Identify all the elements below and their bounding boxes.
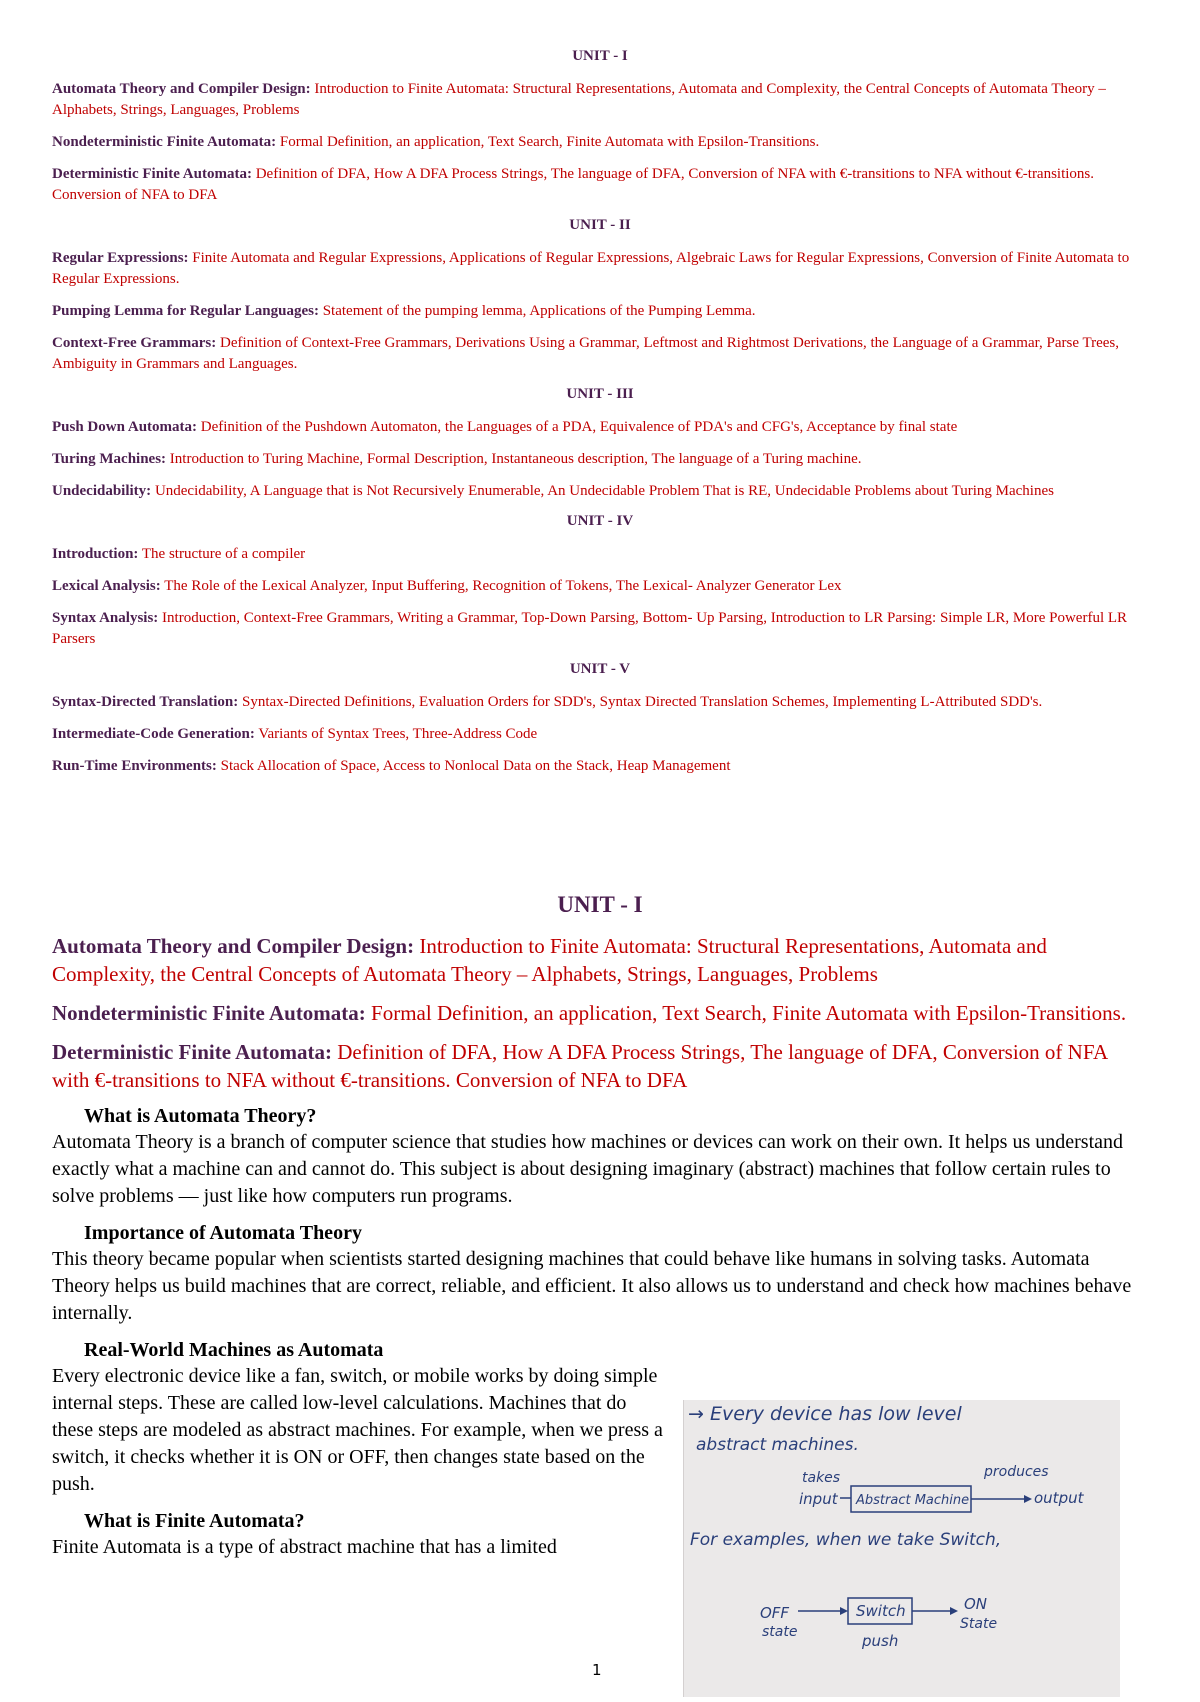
syllabus-unit-5	[52, 661, 1148, 777]
section-body: Finite Automata is a type of abstract machine that has a limited	[52, 1536, 557, 1558]
syllabus	[52, 48, 1148, 788]
label-switch: Switch	[856, 1602, 906, 1620]
syllabus-item	[52, 544, 1148, 565]
topic-label: Introduction:	[52, 546, 139, 562]
handwritten-diagram	[684, 1400, 1120, 1697]
topic-text: Undecidability, A Language that is Not Recursively Enumerable, An Undecidable Problem That is RE, Undecidable Problems about Turing Machines	[151, 483, 1054, 499]
topic-text: Finite Automata and Regular Expressions, Applications of Regular Expressions, Algebraic Laws for Regular Expressions, Conversion of Finite Automata to Regular Expressions.	[52, 250, 1130, 287]
syllabus-unit-3	[52, 386, 1148, 502]
section-heading: What is Automata Theory?	[84, 1105, 317, 1127]
section-with-figure	[52, 1337, 672, 1561]
note-line-2: abstract machines.	[696, 1435, 859, 1455]
syllabus-item	[52, 481, 1148, 502]
unit-heading: UNIT - II	[569, 217, 631, 233]
unit-heading: UNIT - IV	[566, 513, 634, 529]
section-body: Automata Theory is a branch of computer science that studies how machines or devices can work on their own. It helps us understand exactly what a machine can and cannot do. This subject is about designing imaginary (abstract) machines that follow certain rules to solve problems — just like how computers run programs.	[52, 1131, 1123, 1207]
syllabus-item	[52, 164, 1148, 206]
label-off: OFF	[760, 1604, 790, 1622]
topic-text: Introduction, Context-Free Grammars, Writing a Grammar, Top-Down Parsing, Bottom- Up Parsing, Introduction to LR Parsing: Simple LR, More Powerful LR Parsers	[52, 610, 1128, 647]
topic-text: Syntax-Directed Definitions, Evaluation Orders for SDD's, Syntax Directed Translation Schemes, Implementing L-Attributed SDD's.	[238, 694, 1043, 710]
unit-heading: UNIT - I	[572, 48, 628, 64]
label-on: ON	[964, 1595, 988, 1613]
section-heading: Real-World Machines as Automata	[84, 1339, 384, 1361]
section-heading: Importance of Automata Theory	[84, 1222, 362, 1244]
topic-text: Definition of DFA, How A DFA Process Strings, The language of DFA, Conversion of NFA with €-transitions to NFA without €-transitions. Conversion of NFA to DFA	[52, 1040, 1107, 1092]
syllabus-item	[52, 576, 1148, 597]
syllabus-item	[52, 417, 1148, 438]
main-topic	[52, 932, 1148, 988]
syllabus-item	[52, 79, 1148, 121]
syllabus-unit-4	[52, 513, 1148, 650]
main-topic	[52, 999, 1148, 1027]
topic-label: Deterministic Finite Automata:	[52, 166, 252, 182]
syllabus-item	[52, 724, 1148, 745]
topic-text: Definition of DFA, How A DFA Process Strings, The language of DFA, Conversion of NFA with €-transitions to NFA without €-transitions. Conversion of NFA to DFA	[52, 166, 1095, 203]
topic-label: Lexical Analysis:	[52, 578, 161, 594]
label-push: push	[862, 1632, 899, 1650]
label-takes: takes	[802, 1470, 841, 1486]
topic-text: Introduction to Finite Automata: Structural Representations, Automata and Complexity, the Central Concepts of Automata Theory – Alphabets, Strings, Languages, Problems	[52, 934, 1047, 986]
topic-text: Formal Definition, an application, Text Search, Finite Automata with Epsilon-Transitions.	[365, 1001, 1127, 1025]
syllabus-item	[52, 333, 1148, 375]
syllabus-unit-1	[52, 48, 1148, 206]
topic-text: Introduction to Finite Automata: Structural Representations, Automata and Complexity, the Central Concepts of Automata Theory – Alphabets, Strings, Languages, Problems	[52, 81, 1106, 118]
topic-text: Definition of the Pushdown Automaton, the Languages of a PDA, Equivalence of PDA's and CFG's, Acceptance by final state	[197, 419, 958, 435]
syllabus-item	[52, 301, 1148, 322]
topic-label: Nondeterministic Finite Automata:	[52, 1001, 366, 1025]
topic-text: Variants of Syntax Trees, Three-Address Code	[254, 726, 538, 742]
topic-text: The Role of the Lexical Analyzer, Input Buffering, Recognition of Tokens, The Lexical- Analyzer Generator Lex	[160, 578, 842, 594]
topic-label: Regular Expressions:	[52, 250, 189, 266]
section-body: This theory became popular when scientists started designing machines that could behave like humans in solving tasks. Automata Theory helps us build machines that are correct, reliable, and efficient. It also allows us to understand and check how machines behave internally.	[52, 1248, 1132, 1324]
main-topic	[52, 1038, 1148, 1094]
topic-text: Introduction to Turing Machine, Formal Description, Instantaneous description, The language of a Turing machine.	[166, 451, 862, 467]
topic-label: Automata Theory and Compiler Design:	[52, 934, 415, 958]
main-unit-heading: UNIT - I	[557, 892, 643, 917]
syllabus-item	[52, 756, 1148, 777]
topic-label: Automata Theory and Compiler Design:	[52, 81, 311, 97]
topic-label: Syntax Analysis:	[52, 610, 159, 626]
topic-text: Definition of Context-Free Grammars, Derivations Using a Grammar, Leftmost and Rightmost Derivations, the Language of a Grammar, Parse Trees, Ambiguity in Grammars and Languages.	[52, 335, 1120, 372]
topic-label: Nondeterministic Finite Automata:	[52, 134, 277, 150]
topic-text: Formal Definition, an application, Text Search, Finite Automata with Epsilon-Transitions.	[276, 134, 820, 150]
topic-label: Deterministic Finite Automata:	[52, 1040, 332, 1064]
topic-label: Undecidability:	[52, 483, 152, 499]
topic-label: Context-Free Grammars:	[52, 335, 217, 351]
syllabus-item	[52, 608, 1148, 650]
page-number: 1	[592, 1661, 602, 1679]
topic-label: Intermediate-Code Generation:	[52, 726, 255, 742]
syllabus-item	[52, 692, 1148, 713]
label-state-1: state	[762, 1624, 798, 1640]
topic-label: Syntax-Directed Translation:	[52, 694, 239, 710]
topic-text: Statement of the pumping lemma, Applications of the Pumping Lemma.	[318, 303, 756, 319]
syllabus-item	[52, 449, 1148, 470]
section-heading: What is Finite Automata?	[84, 1510, 305, 1532]
label-input: input	[799, 1490, 838, 1508]
label-output: output	[1034, 1489, 1084, 1507]
syllabus-unit-2	[52, 217, 1148, 375]
syllabus-item	[52, 132, 1148, 153]
handwritten-notes-image	[683, 1400, 1120, 1697]
topic-label: Run-Time Environments:	[52, 758, 217, 774]
topic-text: Stack Allocation of Space, Access to Nonlocal Data on the Stack, Heap Management	[216, 758, 731, 774]
unit-heading: UNIT - V	[569, 661, 631, 677]
topic-label: Pumping Lemma for Regular Languages:	[52, 303, 319, 319]
label-state-2: State	[960, 1616, 998, 1632]
syllabus-item	[52, 248, 1148, 290]
label-produces: produces	[984, 1464, 1049, 1480]
note-line-1: → Every device has low level	[688, 1403, 962, 1425]
section-body: Every electronic device like a fan, switch, or mobile works by doing simple internal steps. These are called low-level calculations. Machines that do these steps are modeled as abstract machines. For example, when we press a switch, it checks whether it is ON or OFF, then changes state based on the push.	[52, 1365, 663, 1495]
label-abstract-machine: Abstract Machine	[856, 1493, 970, 1508]
topic-label: Turing Machines:	[52, 451, 167, 467]
unit-heading: UNIT - III	[566, 386, 634, 402]
topic-label: Push Down Automata:	[52, 419, 198, 435]
topic-text: The structure of a compiler	[138, 546, 306, 562]
note-example: For examples, when we take Switch,	[690, 1530, 1002, 1550]
